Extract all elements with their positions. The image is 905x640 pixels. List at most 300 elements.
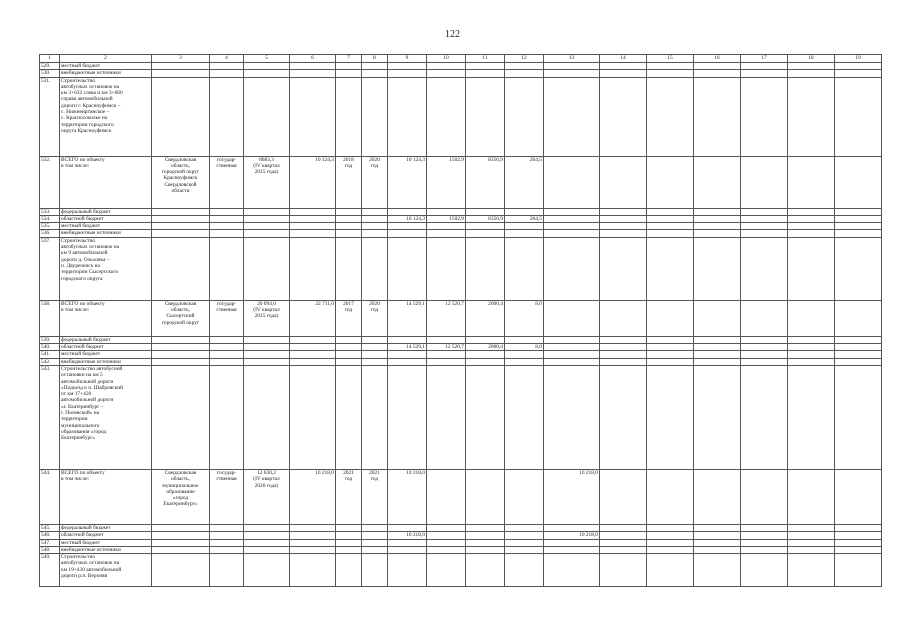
table-cell: [835, 539, 882, 546]
table-row: [40, 77, 882, 156]
table-cell: [210, 539, 244, 546]
table-cell: [466, 351, 505, 358]
table-cell: [741, 539, 788, 546]
table-cell: [362, 539, 388, 546]
table-cell: [544, 539, 600, 546]
table-cell: [466, 358, 505, 365]
table-cell: [290, 539, 336, 546]
table-cell: [244, 230, 290, 237]
table-cell: [505, 539, 544, 546]
table-cell: [362, 237, 388, 300]
item-name-cell: Строительство автобусных остановок на км 9 автомобильной дороги д. Ольховка – п. Двуреченск на территории Сысертского городского округа: [60, 237, 152, 300]
table-cell: [505, 532, 544, 539]
item-name-cell: ВСЕГО по объекту в том числе:: [60, 156, 152, 208]
table-cell: [600, 70, 647, 77]
table-cell: [388, 70, 427, 77]
table-cell: [290, 237, 336, 300]
table-cell: [210, 237, 244, 300]
table-cell: [600, 524, 647, 531]
table-cell: [505, 351, 544, 358]
table-cell: [210, 70, 244, 77]
table-cell: [600, 336, 647, 343]
table-cell: [544, 344, 600, 351]
table-cell: [362, 215, 388, 222]
row-number-cell: 539.: [40, 336, 60, 343]
table-cell: [336, 208, 362, 215]
table-cell: [466, 336, 505, 343]
table-cell: [336, 532, 362, 539]
table-cell: [152, 358, 210, 365]
item-name-cell: местный бюджет: [60, 539, 152, 546]
table-cell: [210, 351, 244, 358]
table-cell: [741, 358, 788, 365]
table-cell: [741, 300, 788, 336]
table-cell: [694, 230, 741, 237]
table-cell: [694, 358, 741, 365]
table-cell: [694, 546, 741, 553]
table-cell: [290, 223, 336, 230]
table-cell: [835, 70, 882, 77]
table-cell: [788, 336, 835, 343]
table-cell: [788, 351, 835, 358]
table-cell: [336, 546, 362, 553]
row-number-cell: 544.: [40, 469, 60, 524]
table-cell: [427, 70, 466, 77]
table-cell: [362, 223, 388, 230]
table-cell: [388, 365, 427, 469]
column-number-14: 14: [600, 55, 647, 63]
column-number-13: 13: [544, 55, 600, 63]
table-cell: [835, 469, 882, 524]
table-cell: [835, 208, 882, 215]
table-cell: [741, 365, 788, 469]
table-cell: [388, 524, 427, 531]
item-name-cell: местный бюджет: [60, 63, 152, 70]
table-cell: [290, 546, 336, 553]
table-cell: [244, 77, 290, 156]
table-cell: [290, 336, 336, 343]
table-cell: 1502,9: [427, 156, 466, 208]
table-cell: [835, 336, 882, 343]
table-cell: [505, 336, 544, 343]
table-cell: [290, 344, 336, 351]
table-cell: [152, 208, 210, 215]
table-cell: [647, 156, 694, 208]
table-cell: [835, 358, 882, 365]
table-cell: [466, 546, 505, 553]
row-number-cell: 540.: [40, 344, 60, 351]
table-cell: [152, 554, 210, 587]
table-cell: [152, 344, 210, 351]
row-number-cell: 533.: [40, 208, 60, 215]
table-cell: [694, 156, 741, 208]
table-cell: [694, 344, 741, 351]
row-number-cell: 530.: [40, 70, 60, 77]
table-cell: [466, 469, 505, 524]
table-cell: [427, 223, 466, 230]
table-cell: [788, 344, 835, 351]
table-row: [40, 539, 882, 546]
table-cell: [427, 554, 466, 587]
table-row: [40, 63, 882, 70]
table-cell: [210, 215, 244, 222]
row-number-cell: 542.: [40, 358, 60, 365]
row-number-cell: 535.: [40, 223, 60, 230]
table-cell: [600, 554, 647, 587]
column-number-5: 5: [244, 55, 290, 63]
table-cell: [210, 344, 244, 351]
table-cell: 10 124,3: [388, 215, 427, 222]
table-cell: [388, 63, 427, 70]
table-cell: [741, 336, 788, 343]
table-row: [40, 546, 882, 553]
row-number-cell: 531.: [40, 77, 60, 156]
table-cell: [694, 336, 741, 343]
table-cell: [600, 77, 647, 156]
table-cell: [741, 546, 788, 553]
table-cell: [694, 237, 741, 300]
table-cell: [362, 554, 388, 587]
table-cell: [244, 336, 290, 343]
table-cell: [152, 532, 210, 539]
table-cell: [741, 532, 788, 539]
item-name-cell: внебюджетные источники: [60, 546, 152, 553]
table-cell: [362, 546, 388, 553]
table-cell: [388, 208, 427, 215]
table-cell: [244, 63, 290, 70]
table-row: [40, 300, 882, 336]
row-number-cell: 543.: [40, 365, 60, 469]
table-cell: [647, 524, 694, 531]
table-row: [40, 358, 882, 365]
table-cell: [290, 554, 336, 587]
table-cell: 2020 год: [362, 300, 388, 336]
table-cell: [835, 215, 882, 222]
table-cell: 264,5: [505, 215, 544, 222]
table-cell: [466, 524, 505, 531]
table-cell: [694, 300, 741, 336]
table-cell: [244, 237, 290, 300]
table-row: [40, 351, 882, 358]
table-cell: [210, 554, 244, 587]
table-cell: [694, 351, 741, 358]
table-cell: [835, 77, 882, 156]
table-cell: [544, 336, 600, 343]
table-cell: [152, 237, 210, 300]
table-cell: [362, 365, 388, 469]
table-cell: [427, 208, 466, 215]
table-cell: [835, 63, 882, 70]
table-cell: [505, 237, 544, 300]
table-row: [40, 215, 882, 222]
table-cell: [505, 230, 544, 237]
table-cell: [694, 365, 741, 469]
table-cell: [741, 156, 788, 208]
table-cell: [244, 215, 290, 222]
table-cell: [466, 237, 505, 300]
table-cell: [210, 532, 244, 539]
table-cell: [210, 336, 244, 343]
table-cell: [647, 208, 694, 215]
table-cell: 2021 год: [362, 469, 388, 524]
table-cell: 1502,9: [427, 215, 466, 222]
row-number-cell: 549.: [40, 554, 60, 587]
table-cell: [544, 524, 600, 531]
table-cell: [362, 70, 388, 77]
table-cell: [362, 63, 388, 70]
table-cell: [788, 63, 835, 70]
header-row: [40, 55, 882, 63]
table-cell: [544, 300, 600, 336]
table-cell: государ- ственная: [210, 300, 244, 336]
table-cell: [788, 77, 835, 156]
table-cell: [788, 554, 835, 587]
table-cell: 10 124,3: [388, 156, 427, 208]
table-cell: 8356,9: [466, 156, 505, 208]
table-cell: [427, 365, 466, 469]
table-cell: [835, 546, 882, 553]
table-cell: 10 218,0: [544, 532, 600, 539]
item-name-cell: Строительство автобусной остановки на км 5 автомобильной дороги «Подъезд к п. Шабровский от км 17+420 автомобильной дороги «г. Екатеринбург – г. Полевской» на территории муниципального образования «город Екатеринбург»: [60, 365, 152, 469]
table-cell: [427, 358, 466, 365]
item-name-cell: местный бюджет: [60, 351, 152, 358]
table-cell: [244, 546, 290, 553]
table-cell: [152, 70, 210, 77]
table-cell: [600, 208, 647, 215]
row-number-cell: 536.: [40, 230, 60, 237]
table-cell: [835, 223, 882, 230]
table-cell: [427, 230, 466, 237]
table-cell: [152, 351, 210, 358]
table-cell: [647, 546, 694, 553]
table-cell: [544, 358, 600, 365]
table-cell: [741, 223, 788, 230]
table-cell: [741, 524, 788, 531]
table-cell: [388, 554, 427, 587]
table-cell: [336, 77, 362, 156]
table-cell: [388, 358, 427, 365]
row-number-cell: 546.: [40, 532, 60, 539]
row-number-cell: 547.: [40, 539, 60, 546]
table-cell: [544, 77, 600, 156]
row-number-cell: 532.: [40, 156, 60, 208]
table-cell: [544, 70, 600, 77]
table-cell: [505, 70, 544, 77]
row-number-cell: 538.: [40, 300, 60, 336]
table-cell: [505, 365, 544, 469]
table-cell: [290, 208, 336, 215]
table-row: [40, 208, 882, 215]
table-cell: [505, 546, 544, 553]
table-cell: [244, 358, 290, 365]
table-cell: [388, 223, 427, 230]
column-number-1: 1: [40, 55, 60, 63]
column-number-7: 7: [336, 55, 362, 63]
table-cell: [835, 344, 882, 351]
table-cell: [600, 469, 647, 524]
table-cell: [336, 524, 362, 531]
table-cell: [362, 208, 388, 215]
table-cell: [210, 546, 244, 553]
table-cell: [427, 546, 466, 553]
item-name-cell: федеральный бюджет: [60, 336, 152, 343]
table-cell: [544, 63, 600, 70]
table-cell: [694, 63, 741, 70]
table-cell: [362, 351, 388, 358]
table-cell: [388, 336, 427, 343]
table-cell: [835, 237, 882, 300]
table-cell: [741, 63, 788, 70]
investment-table: [39, 54, 882, 587]
table-cell: [788, 546, 835, 553]
table-cell: [544, 215, 600, 222]
row-number-cell: 529.: [40, 63, 60, 70]
table-cell: [647, 358, 694, 365]
table-cell: 2020 год: [362, 156, 388, 208]
table-cell: [466, 539, 505, 546]
table-cell: [388, 539, 427, 546]
table-cell: [788, 70, 835, 77]
table-cell: [741, 344, 788, 351]
table-cell: [244, 524, 290, 531]
table-cell: [647, 539, 694, 546]
table-cell: [336, 223, 362, 230]
table-cell: [647, 554, 694, 587]
table-cell: [388, 77, 427, 156]
item-name-cell: Строительство автобусных остановок на км 3+632 слева и км 3+660 справа автомобильной дороги г. Красноуфимск – с. Нижнеиргинское – с. Красносоколье на территории городского округа Красноуфимск: [60, 77, 152, 156]
table-cell: 12 520,7: [427, 344, 466, 351]
table-cell: [505, 77, 544, 156]
table-cell: [741, 351, 788, 358]
table-row: [40, 532, 882, 539]
table-cell: [152, 215, 210, 222]
table-cell: [466, 208, 505, 215]
table-cell: [505, 524, 544, 531]
column-number-9: 9: [388, 55, 427, 63]
table-cell: [388, 351, 427, 358]
table-cell: 20 094,0 (IV квартал 2015 года): [244, 300, 290, 336]
table-cell: [600, 215, 647, 222]
table-cell: [835, 365, 882, 469]
table-row: [40, 223, 882, 230]
table-cell: Свердловская область, Сысертский городской округ: [152, 300, 210, 336]
table-cell: [544, 156, 600, 208]
table-cell: [694, 77, 741, 156]
table-cell: [788, 215, 835, 222]
item-name-cell: ВСЕГО по объекту в том числе:: [60, 469, 152, 524]
table-cell: [505, 63, 544, 70]
table-cell: [600, 237, 647, 300]
table-cell: [694, 223, 741, 230]
table-cell: [210, 208, 244, 215]
table-cell: [210, 358, 244, 365]
table-cell: [244, 344, 290, 351]
item-name-cell: федеральный бюджет: [60, 524, 152, 531]
table-cell: [427, 351, 466, 358]
table-cell: [741, 554, 788, 587]
table-row: [40, 524, 882, 531]
table-cell: [362, 344, 388, 351]
row-number-cell: 541.: [40, 351, 60, 358]
table-cell: [466, 365, 505, 469]
table-cell: [788, 532, 835, 539]
table-cell: [694, 208, 741, 215]
column-number-12: 12: [505, 55, 544, 63]
table-cell: [290, 63, 336, 70]
table-cell: [336, 63, 362, 70]
table-cell: [835, 524, 882, 531]
table-cell: [600, 230, 647, 237]
table-cell: [835, 156, 882, 208]
table-row: [40, 344, 882, 351]
table-cell: [600, 156, 647, 208]
table-cell: 10 218,0: [290, 469, 336, 524]
table-cell: [788, 230, 835, 237]
table-cell: [427, 539, 466, 546]
table-cell: [210, 63, 244, 70]
table-row: [40, 156, 882, 208]
table-cell: [362, 230, 388, 237]
table-cell: [647, 77, 694, 156]
table-cell: [152, 230, 210, 237]
table-cell: [427, 63, 466, 70]
table-cell: [647, 336, 694, 343]
item-name-cell: ВСЕГО по объекту в том числе:: [60, 300, 152, 336]
table-cell: [210, 524, 244, 531]
table-cell: [788, 358, 835, 365]
table-cell: [505, 223, 544, 230]
table-cell: [544, 237, 600, 300]
table-cell: [544, 546, 600, 553]
table-cell: [152, 336, 210, 343]
table-cell: [152, 365, 210, 469]
table-cell: [788, 524, 835, 531]
table-cell: 2000,4: [466, 344, 505, 351]
table-cell: [544, 351, 600, 358]
column-number-17: 17: [741, 55, 788, 63]
table-cell: [336, 237, 362, 300]
table-cell: 8683,3 (IV квартал 2015 года): [244, 156, 290, 208]
table-cell: [788, 469, 835, 524]
table-cell: [427, 237, 466, 300]
table-cell: [336, 539, 362, 546]
table-cell: [210, 230, 244, 237]
table-cell: [505, 358, 544, 365]
table-cell: 8,0: [505, 300, 544, 336]
table-cell: [244, 351, 290, 358]
item-name-cell: областной бюджет: [60, 215, 152, 222]
table-row: [40, 469, 882, 524]
table-cell: [741, 230, 788, 237]
table-cell: [694, 539, 741, 546]
table-cell: [647, 351, 694, 358]
item-name-cell: внебюджетные источники: [60, 358, 152, 365]
row-number-cell: 548.: [40, 546, 60, 553]
table-cell: [835, 351, 882, 358]
table-cell: [694, 469, 741, 524]
table-cell: [505, 554, 544, 587]
table-cell: [290, 230, 336, 237]
table-cell: [647, 469, 694, 524]
table-cell: [647, 237, 694, 300]
table-cell: [741, 70, 788, 77]
table-body: [40, 55, 882, 587]
table-cell: [152, 77, 210, 156]
table-cell: [336, 70, 362, 77]
column-number-3: 3: [152, 55, 210, 63]
table-cell: [427, 77, 466, 156]
table-cell: [600, 351, 647, 358]
